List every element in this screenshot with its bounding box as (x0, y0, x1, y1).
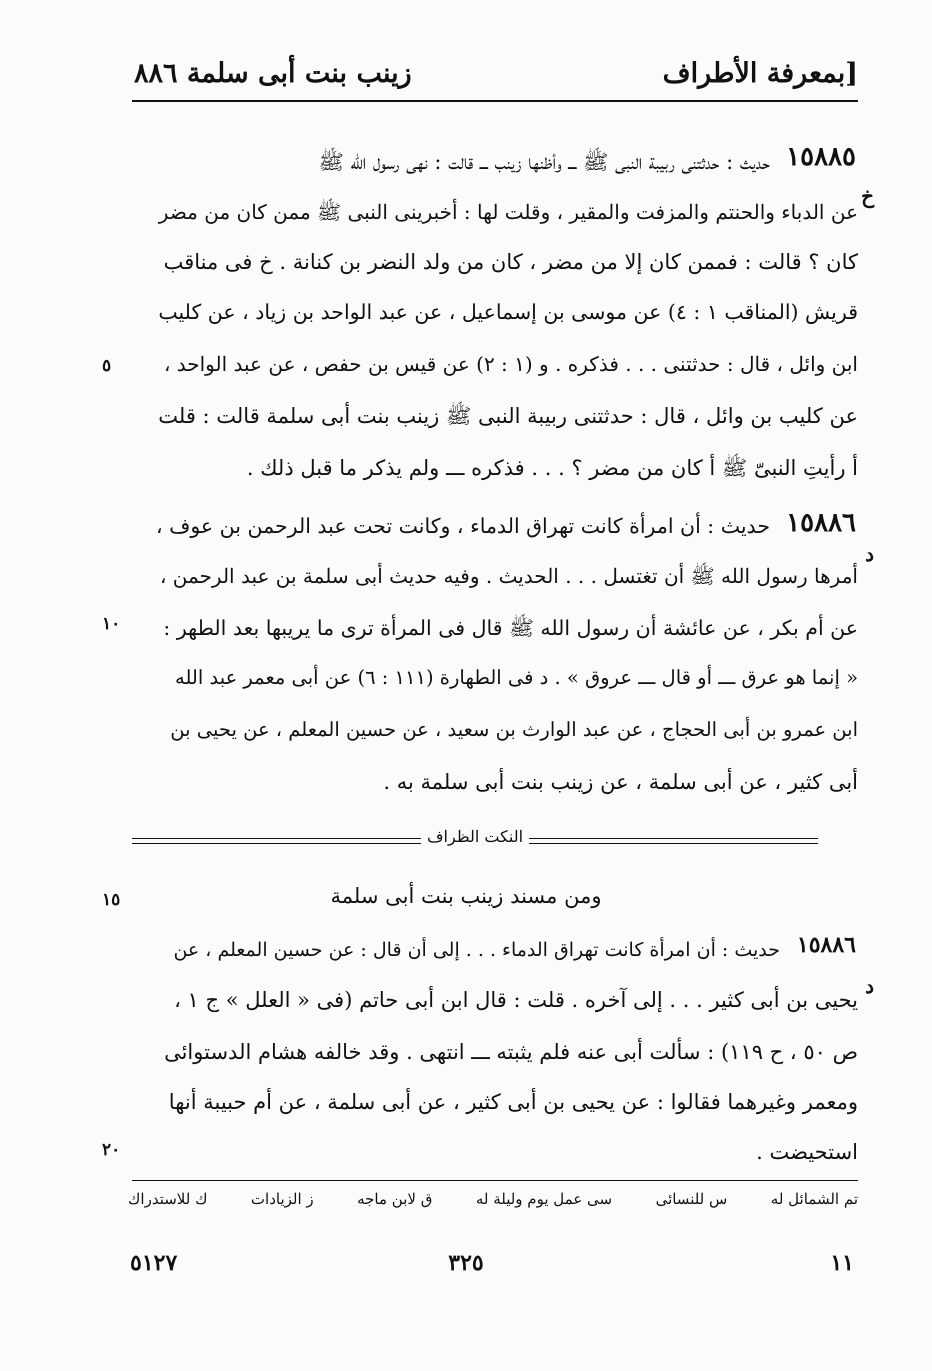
header-rule (132, 100, 858, 102)
footnote-item: ز الزيادات (250, 1190, 314, 1208)
footnote-item: سى عمل يوم وليلة له (475, 1190, 613, 1208)
text-line: قريش (المناقب ١ : ٤) عن موسى بن إسماعيل ، عن عبد الواحد بن زياد ، عن كليب (158, 300, 858, 324)
entry-number: ١٥٨٨٥ (786, 142, 856, 172)
text-line: ص ٥٠ ، ح ١١٩) : سألت أبى عنه فلم يثبته ـــ انتهى . وقد خالفه هشام الدستوائى (164, 1040, 858, 1064)
text-line: عن أم بكر ، عن عائشة أن رسول الله ﷺ قال فى المرأة ترى ما يريبها بعد الطهر : (163, 616, 858, 640)
footnote-rule (132, 1180, 858, 1181)
text-line: أمرها رسول الله ﷺ أن تغتسل . . . الحديث . وفيه حديث أبى سلمة بن عبد الرحمن ، (159, 564, 858, 588)
footnote-abbreviations (128, 1190, 858, 1208)
text-line: استحيضت . (756, 1140, 858, 1164)
text-line: حديث : حدثتنى ربيبة النبى ﷺ ـــ وأظنها زينب ـــ قالت : نهى رسول الله ﷺ (318, 150, 770, 174)
margin-line-number: ٢٠ (102, 1140, 121, 1160)
footnote-item: تم الشمائل له (770, 1190, 858, 1208)
entry-sigla: د (865, 974, 874, 998)
text-line: « إنما هو عرق ـــ أو قال ـــ عروق » . د فى الطهارة (١١١ : ٦) عن أبى معمر عبد الله (174, 666, 858, 689)
text-line: عن كليب بن وائل ، قال : حدثتنى ربيبة النبى ﷺ زينب بنت أبى سلمة قالت : قلت (158, 404, 858, 428)
text-line: ابن عمرو بن أبى الحجاج ، عن عبد الوارث بن سعيد ، عن حسين المعلم ، عن يحيى بن (170, 718, 858, 741)
running-header-right: بمعرفة الأطراف] (662, 58, 858, 89)
entry-sigla: خ (861, 184, 874, 208)
entry-number: ١٥٨٨٦ (796, 932, 856, 958)
footnote-item: ك للاستدراك (128, 1190, 208, 1208)
section-separator (132, 827, 818, 848)
text-line: حديث : أن امرأة كانت تهراق الدماء ، وكانت تحت عبد الرحمن بن عوف ، (155, 514, 770, 538)
footnote-item: ق لابن ماجه (357, 1190, 433, 1208)
section-title: ومن مسند زينب بنت أبى سلمة (330, 884, 602, 908)
entry-sigla: د (865, 542, 874, 566)
separator-label: النكت الظراف (421, 827, 529, 846)
text-line: ومعمر وغيرهما فقالوا : عن يحيى بن أبى كثير ، عن أبى سلمة ، عن أم حبيبة أنها (168, 1090, 858, 1114)
footer-page-number: ٣٢٥ (448, 1250, 484, 1276)
text-line: عن الدباء والحنتم والمزفت والمقير ، وقلت لها : أخبرينى النبى ﷺ ممن كان من مضر (158, 200, 858, 224)
text-line: كان ؟ قالت : فممن كان إلا من مضر ، كان من ولد النضر بن كنانة . خ فى مناقب (163, 250, 858, 274)
footer-sequence-number: ٥١٢٧ (130, 1250, 178, 1276)
footnote-item: س للنسائى (655, 1190, 728, 1208)
running-header-left: زينب بنت أبى سلمة ٨٨٦ (134, 58, 412, 89)
margin-line-number: ١٥ (102, 890, 121, 910)
footer-volume-number: ١١ (830, 1250, 854, 1276)
text-line: أ رأيتِ النبىّ ﷺ أ كان من مضر ؟ . . . فذكره ـــ ولم يذكر ما قبل ذلك . (246, 456, 858, 480)
text-line: حديث : أن امرأة كانت تهراق الدماء . . . إلى أن قال : عن حسين المعلم ، عن (173, 939, 780, 961)
margin-line-number: ١٠ (102, 614, 121, 634)
text-line: يحيى بن أبى كثير . . . إلى آخره . قلت : قال ابن أبى حاتم (فى « العلل » ج ١ ، (174, 988, 858, 1012)
entry-number: ١٥٨٨٦ (786, 508, 856, 538)
text-line: ابن وائل ، قال : حدثتنى . . . فذكره . و (١ : ٢) عن قيس بن حفص ، عن عبد الواحد ، (163, 352, 858, 376)
margin-line-number: ٥ (102, 356, 112, 376)
text-line: أبى كثير ، عن أبى سلمة ، عن زينب بنت أبى سلمة به . (383, 770, 858, 794)
